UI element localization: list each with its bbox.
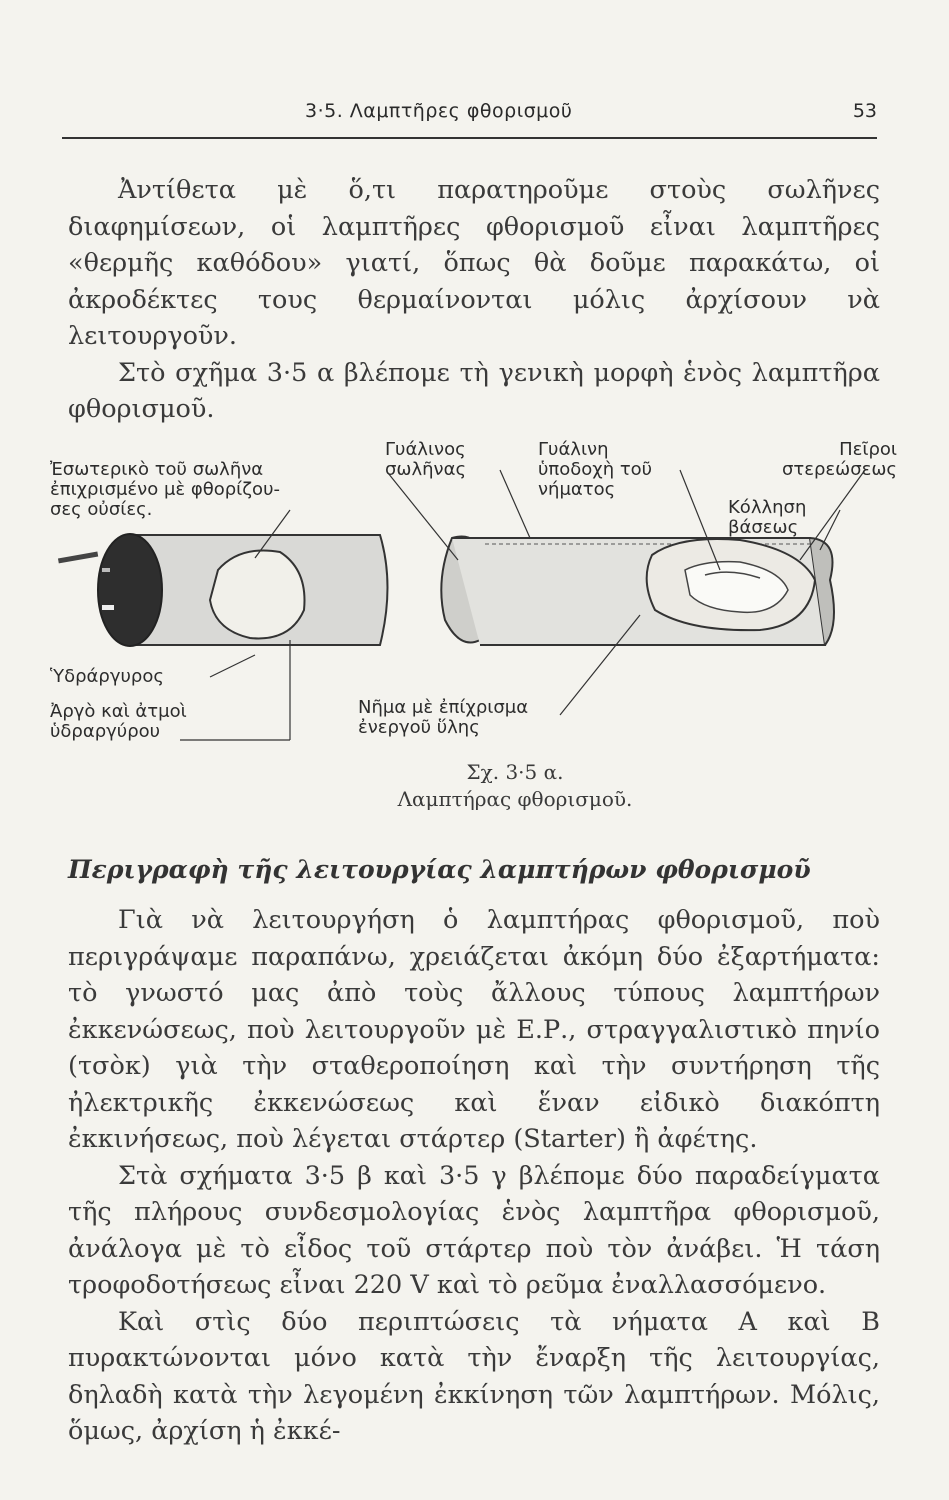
figure-caption: Λαμπτήρας φθορισμοῦ.	[397, 787, 633, 811]
section-paragraph-1: Γιὰ νὰ λειτουργήση ὁ λαμπτήρας φθορισμοῦ, ποὺ περιγράψαμε παραπάνω, χρειάζεται ἀκόμη δύο ἐξαρτήματα: τὸ γνωστό μας ἀπὸ τοὺς ἄλλους τύπους λαμπτήρων ἐκκενώσεως, ποὺ λειτουργοῦν μὲ Ε.Ρ., στραγγαλιστικὸ πηνίο (τσὸκ) γιὰ τὴν σταθεροποίηση καὶ τὴν συντήρηση τῆς ἠλεκτρικῆς ἐκκενώσεως καὶ ἕναν εἰδικὸ διακόπτη ἐκκινήσεως, ποὺ λέγεται στάρτερ (Starter) ἢ ἀφέτης.	[68, 905, 880, 1154]
intro-text	[68, 172, 880, 428]
intro-paragraph-1: Ἀντίθετα μὲ ὅ,τι παρατηροῦμε στοὺς σωλῆνες διαφημίσεων, οἱ λαμπτῆρες φθορισμοῦ εἶναι λαμπτῆρες «θερμῆς καθόδου» γιατί, ὅπως θὰ δοῦμε παρακάτω, οἱ ἀκροδέκτες τους θερμαίνονται μόλις ἀρχίσουν νὰ λειτουργοῦν.	[68, 175, 880, 351]
label-filament: Νῆμα μὲ ἐπίχρισμα ἐνεργοῦ ὕλης	[358, 697, 529, 738]
page-number: 53	[852, 100, 877, 122]
running-head: 3·5. Λαμπτῆρες φθορισμοῦ	[305, 100, 573, 122]
page-header	[0, 0, 949, 140]
section-title: Περιγραφὴ τῆς λειτουργίας λαμπτήρων φθορισμοῦ	[68, 855, 811, 884]
label-argon: Ἀργὸ καὶ ἀτμοὶ ὑδραργύρου	[50, 701, 187, 742]
label-mercury: Ὑδράργυρος	[50, 666, 164, 687]
intro-paragraph-2: Στὸ σχῆμα 3·5 α βλέπομε τὴ γενικὴ μορφὴ ἑνὸς λαμπτῆρα φθορισμοῦ.	[68, 357, 880, 424]
section-paragraph-3: Καὶ στὶς δύο περιπτώσεις τὰ νήματα Α καὶ Β πυρακτώνονται μόνο κατὰ τὴν ἔναρξη τῆς λειτουργίας, δηλαδὴ κατὰ τὴν λεγομένη ἐκκίνηση τῶν λαμπτήρων. Μόλις, ὅμως, ἀρχίση ἡ ἐκκέ-	[68, 1306, 880, 1446]
label-inner-coating: Ἐσωτερικὸ τοῦ σωλῆνα ἐπιχρισμένο μὲ φθορίζου- σες οὐσίες.	[50, 459, 280, 520]
section-text	[68, 902, 880, 1450]
label-pins: Πεῖροι στερεώσεως	[782, 439, 897, 480]
header-rule	[62, 137, 877, 139]
figure-fluorescent-lamp	[40, 440, 920, 840]
label-base-glue: Κόλληση βάσεως	[728, 497, 807, 538]
label-glass-holder: Γυάλινη ὑποδοχὴ τοῦ νήματος	[538, 439, 653, 500]
section-paragraph-2: Στὰ σχήματα 3·5 β καὶ 3·5 γ βλέπομε δύο παραδείγματα τῆς πλήρους συνδεσμολογίας ἑνὸς λαμπτῆρα φθορισμοῦ, ἀνάλογα μὲ τὸ εἶδος τοῦ στάρτερ ποὺ τὸν ἀνάβει. Ἡ τάση τροφοδοτήσεως εἶναι 220 V καὶ τὸ ρεῦμα ἐναλλασσόμενο.	[68, 1160, 880, 1300]
figure-number: Σχ. 3·5 α.	[466, 760, 564, 784]
label-glass-tube: Γυάλινος σωλῆνας	[385, 439, 467, 480]
